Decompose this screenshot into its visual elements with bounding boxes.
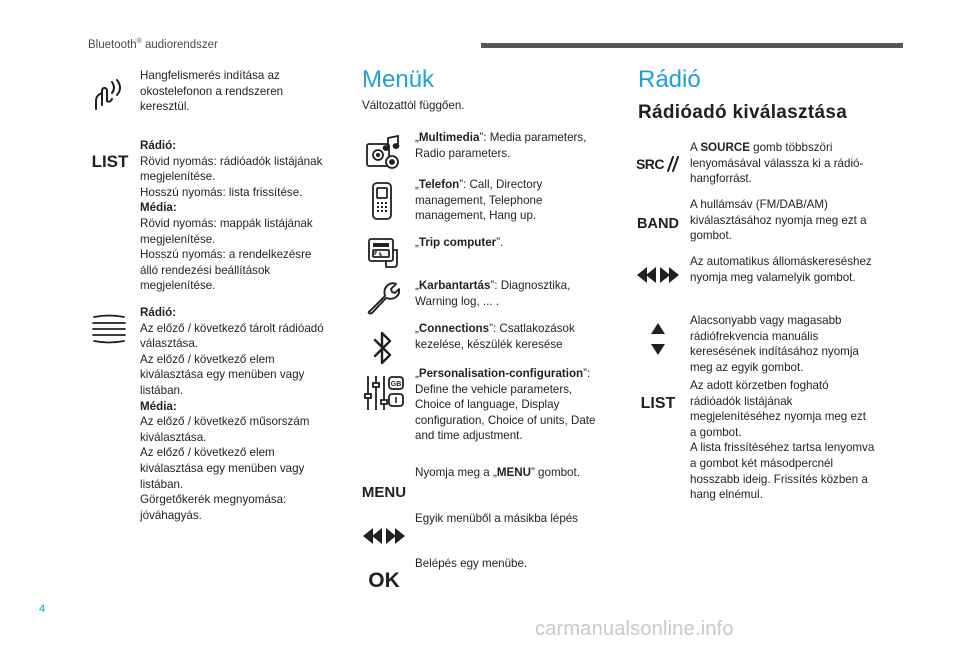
text-line: Hosszú nyomás: a rendelkezésre bbox=[140, 248, 312, 262]
text-line: A SOURCE gomb többszöri bbox=[690, 141, 833, 154]
text-line: Radio parameters. bbox=[415, 146, 511, 160]
radio-subtitle: Rádióadó kiválasztása bbox=[638, 102, 848, 123]
text-line: gombot. bbox=[690, 229, 732, 243]
text-line: Az adott körzetben fogható bbox=[690, 379, 829, 392]
menu-item-connections bbox=[415, 321, 575, 352]
text-line: A hullámsáv (FM/DAB/AM) bbox=[690, 198, 828, 211]
text-line: management, Hang up. bbox=[415, 209, 537, 223]
text-line: Nyomja meg a „MENU” gombot. bbox=[415, 466, 580, 479]
text-line: kiválasztásához nyomja meg ezt a bbox=[690, 213, 867, 227]
text-line: hosszabb ideig. Frissítés közben a bbox=[690, 472, 868, 486]
double-arrows-icon bbox=[363, 526, 405, 546]
header-title-rest: audiorendszer bbox=[141, 38, 218, 51]
registered-mark: ® bbox=[136, 38, 142, 45]
text-line: keresésének indításához nyomja bbox=[690, 345, 859, 359]
list-button: LIST bbox=[640, 395, 676, 412]
source-label: SRC bbox=[635, 156, 665, 172]
manual-tune-description bbox=[690, 313, 859, 375]
radio-section-title: Rádió bbox=[638, 66, 701, 93]
text-line: lenyomásával válassza ki a rádió- bbox=[690, 156, 864, 170]
menu-section-title: Menük bbox=[362, 66, 435, 93]
text-line: Az előző / következő elem bbox=[140, 352, 275, 366]
text-line: Az előző / következő elem bbox=[140, 446, 275, 460]
list-radio-description bbox=[690, 378, 874, 503]
menu-item-telefon bbox=[415, 177, 542, 224]
trip-computer-icon bbox=[366, 236, 400, 270]
page-number: 4 bbox=[39, 603, 46, 615]
text-line: Choice of language, Display bbox=[415, 398, 560, 412]
wrench-icon bbox=[366, 281, 400, 315]
text-line: kiválasztása egy menüben vagy bbox=[140, 368, 305, 382]
text-line-bold: Média: bbox=[140, 201, 177, 215]
text-line: kiválasztása egy menüben vagy bbox=[140, 461, 305, 475]
list-description bbox=[140, 138, 322, 294]
list-button: LIST bbox=[91, 152, 129, 171]
menu-item-multimedia bbox=[415, 130, 586, 161]
text-line: Define the vehicle parameters, bbox=[415, 382, 573, 396]
text-line: hang elnémul. bbox=[690, 488, 763, 502]
text-line: jóváhagyás. bbox=[140, 508, 202, 522]
text-line: and time adjustment. bbox=[415, 429, 523, 443]
text-line: Hosszú nyomás: lista frissítése. bbox=[140, 185, 303, 199]
watermark[interactable]: carmanualsonline.info bbox=[535, 618, 734, 640]
band-button: BAND bbox=[637, 216, 679, 232]
text-line: meg az egyik gombot. bbox=[690, 360, 804, 374]
scroll-wheel-icon bbox=[92, 314, 126, 344]
text-line: okostelefonon a rendszeren bbox=[140, 84, 284, 98]
text-line: Alacsonyabb vagy magasabb bbox=[690, 314, 842, 327]
text-line: A lista frissítéséhez tartsa lenyomva bbox=[690, 441, 875, 455]
telephone-icon bbox=[368, 181, 396, 221]
header-title: Bluetooth bbox=[88, 38, 137, 51]
source-description bbox=[690, 140, 863, 187]
voice-description bbox=[140, 68, 283, 115]
menu-item-karbantartas bbox=[415, 278, 570, 309]
menu-button: MENU bbox=[361, 483, 407, 501]
text-line: „Trip computer”. bbox=[415, 236, 504, 249]
arrows-description: Egyik menüből a másikba lépés bbox=[415, 512, 579, 525]
text-line: „Connections”: Csatlakozások bbox=[415, 322, 575, 335]
text-line: Warning log, ... . bbox=[415, 294, 499, 308]
text-line: Az előző / következő tárolt rádióadó bbox=[140, 321, 324, 335]
source-slash-icon bbox=[664, 155, 680, 173]
source-button bbox=[634, 154, 682, 174]
text-line: Görgetőkerék megnyomása: bbox=[140, 493, 287, 507]
personalisation-icon bbox=[363, 374, 405, 412]
text-line: rádióadók listájának bbox=[690, 394, 793, 408]
svg-text:GB: GB bbox=[390, 381, 402, 388]
text-line: keresztül. bbox=[140, 100, 190, 114]
text-line: management, Telephone bbox=[415, 193, 543, 207]
up-down-triangles-icon bbox=[650, 322, 666, 356]
text-line: configuration, Choice of units, Date bbox=[415, 413, 596, 427]
text-line-bold: Rádió: bbox=[140, 306, 177, 319]
voice-hand-icon bbox=[90, 79, 126, 113]
text-line: Az előző / következő műsorszám bbox=[140, 415, 310, 429]
text-line: megjelenítése. bbox=[140, 232, 216, 246]
text-line: kezelése, készülék keresése bbox=[415, 337, 563, 351]
text-line: nyomja meg valamelyik gombot. bbox=[690, 270, 856, 284]
text-line: listában. bbox=[140, 477, 184, 491]
multimedia-icon bbox=[364, 134, 402, 172]
text-line: a gombot két másodpercnél bbox=[690, 456, 834, 470]
menu-item-personalisation bbox=[415, 366, 595, 444]
header-rule bbox=[481, 43, 903, 48]
bluetooth-icon bbox=[372, 330, 394, 366]
text-line: Hangfelismerés indítása az bbox=[140, 69, 280, 82]
text-line: „Multimedia”: Media parameters, bbox=[415, 131, 587, 144]
text-line: rádiófrekvencia manuális bbox=[690, 329, 819, 343]
menu-button-description bbox=[415, 465, 580, 481]
text-line: Rövid nyomás: rádióadók listájának bbox=[140, 154, 323, 168]
text-line: kiválasztása. bbox=[140, 430, 207, 444]
text-line: „Karbantartás”: Diagnosztika, bbox=[415, 279, 571, 292]
text-line: Rövid nyomás: mappák listájának bbox=[140, 216, 313, 230]
seek-description bbox=[690, 254, 872, 285]
band-description bbox=[690, 197, 867, 244]
double-arrows-icon bbox=[637, 265, 679, 285]
text-line: hangforrást. bbox=[690, 172, 752, 186]
text-line-bold: Rádió: bbox=[140, 139, 177, 152]
text-line: listában. bbox=[140, 383, 184, 397]
menu-subtitle: Változattól függően. bbox=[362, 99, 465, 112]
ok-description: Belépés egy menübe. bbox=[415, 557, 528, 570]
menu-item-trip-computer bbox=[415, 235, 503, 251]
text-line: „Telefon”: Call, Directory bbox=[415, 178, 543, 191]
text-line: a gombot. bbox=[690, 425, 742, 439]
text-line: Az automatikus állomáskereséshez bbox=[690, 255, 872, 268]
text-line: „Personalisation-configuration”: bbox=[415, 367, 591, 380]
wheel-description bbox=[140, 305, 324, 523]
text-line: megjelenítése. bbox=[140, 170, 216, 184]
text-line-bold: Média: bbox=[140, 399, 177, 413]
ok-button: OK bbox=[368, 569, 400, 592]
text-line: megjelenítése. bbox=[140, 279, 216, 293]
section-header bbox=[88, 38, 218, 51]
text-line: álló rendezési beállítások bbox=[140, 263, 271, 277]
text-line: választása. bbox=[140, 337, 198, 351]
text-line: megjelenítéséhez nyomja meg ezt bbox=[690, 410, 866, 424]
